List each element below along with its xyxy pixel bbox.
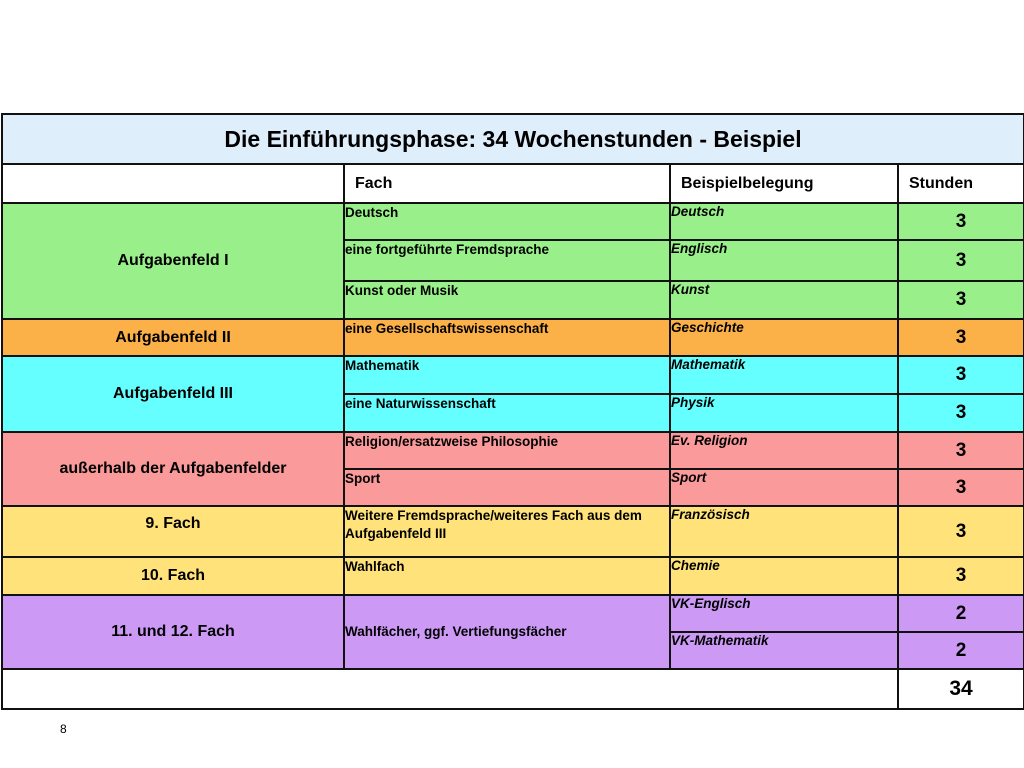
fach-cell: eine fortgeführte Fremdsprache [344,240,670,281]
total-label-empty [2,669,898,709]
page-number: 8 [60,722,67,736]
belegung-cell: Chemie [670,557,898,595]
header-stunden: Stunden [898,164,1024,203]
group-aufgabenfeld-3: Aufgabenfeld III [2,356,344,432]
belegung-cell: Deutsch [670,203,898,240]
stunden-cell: 3 [898,319,1024,356]
belegung-cell: VK-Englisch [670,595,898,632]
belegung-cell: Ev. Religion [670,432,898,469]
stunden-cell: 3 [898,240,1024,281]
table-title: Die Einführungsphase: 34 Wochenstunden - Beispiel [2,114,1024,164]
group-ausserhalb: außerhalb der Aufgabenfelder [2,432,344,506]
group-aufgabenfeld-1: Aufgabenfeld I [2,203,344,319]
stunden-cell: 3 [898,203,1024,240]
stunden-cell: 3 [898,281,1024,319]
header-empty [2,164,344,203]
stunden-cell: 2 [898,595,1024,632]
fach-cell: Religion/ersatzweise Philosophie [344,432,670,469]
group-fach-11-12: 11. und 12. Fach [2,595,344,669]
stunden-cell: 3 [898,432,1024,469]
belegung-cell: VK-Mathematik [670,632,898,669]
belegung-cell: Physik [670,394,898,432]
stunden-cell: 3 [898,394,1024,432]
schedule-table [1,113,1024,710]
header-belegung: Beispielbelegung [670,164,898,203]
belegung-cell: Kunst [670,281,898,319]
belegung-cell: Geschichte [670,319,898,356]
fach-cell: Wahlfach [344,557,670,595]
stunden-cell: 2 [898,632,1024,669]
fach-cell: Weitere Fremdsprache/weiteres Fach aus dem Aufgabenfeld III [344,506,670,557]
stunden-cell: 3 [898,557,1024,595]
group-fach-10: 10. Fach [2,557,344,595]
group-aufgabenfeld-2: Aufgabenfeld II [2,319,344,356]
group-fach-9: 9. Fach [2,506,344,557]
fach-cell: Mathematik [344,356,670,394]
fach-cell: eine Naturwissenschaft [344,394,670,432]
stunden-cell: 3 [898,506,1024,557]
header-fach: Fach [344,164,670,203]
total-stunden: 34 [898,669,1024,709]
belegung-cell: Englisch [670,240,898,281]
fach-cell: Kunst oder Musik [344,281,670,319]
fach-cell: Wahlfächer, ggf. Vertiefungsfächer [344,595,670,669]
belegung-cell: Sport [670,469,898,506]
belegung-cell: Mathematik [670,356,898,394]
belegung-cell: Französisch [670,506,898,557]
fach-cell: Sport [344,469,670,506]
stunden-cell: 3 [898,356,1024,394]
fach-cell: eine Gesellschaftswissenschaft [344,319,670,356]
fach-cell: Deutsch [344,203,670,240]
stunden-cell: 3 [898,469,1024,506]
